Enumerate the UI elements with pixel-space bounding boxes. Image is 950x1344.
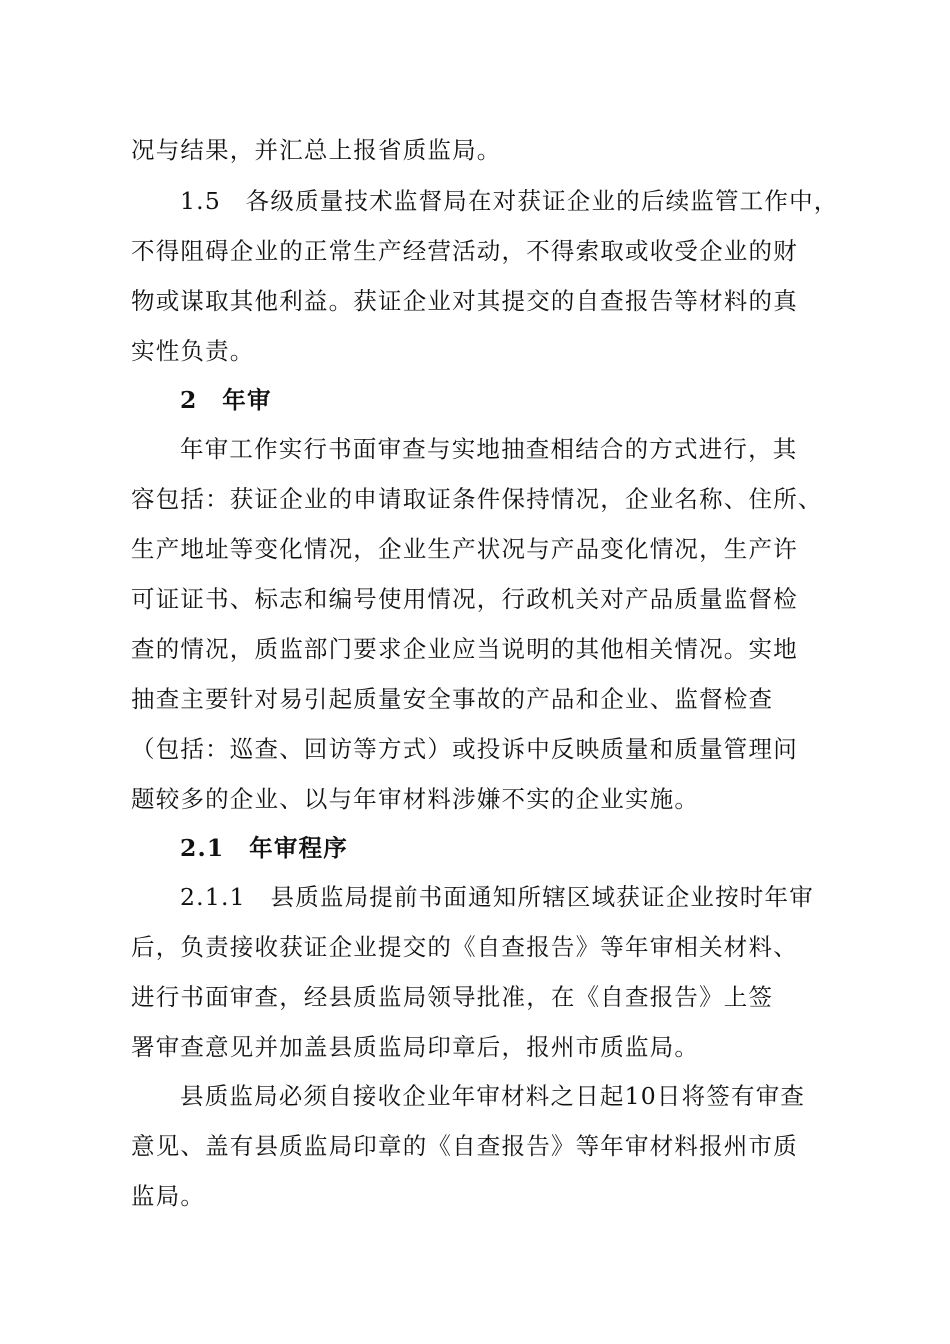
text-line: 查的情况，质监部门要求企业应当说明的其他相关情况。实地: [131, 635, 798, 663]
text-line: 题较多的企业、以与年审材料涉嫌不实的企业实施。: [131, 785, 700, 813]
text-line: 容包括：获证企业的申请取证条件保持情况，企业名称、住所、: [131, 485, 823, 513]
text-line: 1.5 各级质量技术监督局在对获证企业的后续监管工作中，: [180, 187, 839, 215]
text-line: 进行书面审查，经县质监局领导批准，在《自查报告》上签: [131, 983, 774, 1011]
section-heading: 2 年审: [180, 386, 272, 414]
text-line: 况与结果，并汇总上报省质监局。: [131, 136, 502, 164]
text-line: 物或谋取其他利益。获证企业对其提交的自查报告等材料的真: [131, 287, 798, 315]
text-line: 后，负责接收获证企业提交的《自查报告》等年审相关材料、: [131, 933, 798, 961]
text-line: 县质监局必须自接收企业年审材料之日起10日将签有审查: [180, 1082, 806, 1110]
text-line: 抽查主要针对易引起质量安全事故的产品和企业、监督检查: [131, 685, 774, 713]
text-line: 2.1.1 县质监局提前书面通知所辖区域获证企业按时年审: [180, 883, 814, 911]
text-line: 署审查意见并加盖县质监局印章后，报州市质监局。: [131, 1033, 700, 1061]
text-line: 年审工作实行书面审查与实地抽查相结合的方式进行，其: [180, 435, 798, 463]
text-line: 生产地址等变化情况，企业生产状况与产品变化情况，生产许: [131, 535, 798, 563]
text-line: 监局。: [131, 1182, 206, 1210]
text-line: 可证证书、标志和编号使用情况，行政机关对产品质量监督检: [131, 585, 798, 613]
text-line: 实性负责。: [131, 337, 255, 365]
text-line: 意见、盖有县质监局印章的《自查报告》等年审材料报州市质: [131, 1132, 798, 1160]
text-line: （包括：巡查、回访等方式）或投诉中反映质量和质量管理问: [131, 735, 798, 763]
section-heading: 2.1 年审程序: [180, 834, 348, 862]
text-line: 不得阻碍企业的正常生产经营活动，不得索取或收受企业的财: [131, 237, 798, 265]
